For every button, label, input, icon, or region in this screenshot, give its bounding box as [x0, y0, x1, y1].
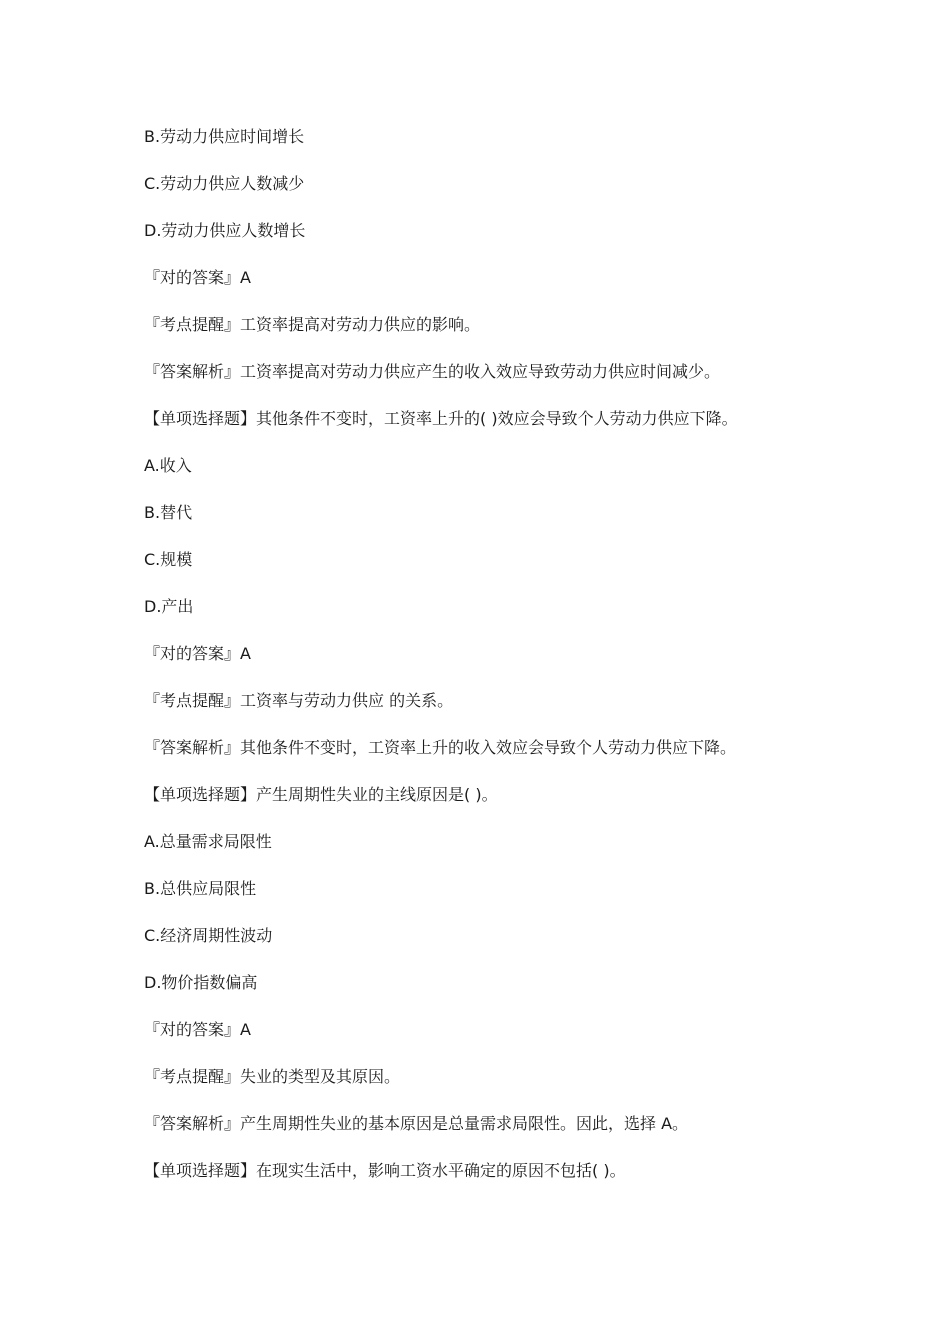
- option-b: B.总供应局限性: [144, 879, 257, 898]
- key-point: 『考点提醒』工资率与劳动力供应 的关系。: [144, 691, 454, 710]
- option-b: B.替代: [144, 503, 193, 522]
- option-d: D.劳动力供应人数增长: [144, 221, 306, 240]
- option-a: A.收入: [144, 456, 192, 475]
- answer-explanation: 『答案解析』工资率提高对劳动力供应产生的收入效应导致劳动力供应时间减少。: [144, 362, 721, 381]
- question-heading: 【单项选择题】产生周期性失业的主线原因是( )。: [144, 785, 498, 804]
- option-c: C.规模: [144, 550, 193, 569]
- option-b: B.劳动力供应时间增长: [144, 127, 305, 146]
- option-a: A.总量需求局限性: [144, 832, 272, 851]
- correct-answer: 『对的答案』A: [144, 644, 251, 663]
- question-heading: 【单项选择题】在现实生活中，影响工资水平确定的原因不包括( )。: [144, 1161, 626, 1180]
- document-body: [144, 124, 864, 1205]
- option-c: C.劳动力供应人数减少: [144, 174, 305, 193]
- key-point: 『考点提醒』失业的类型及其原因。: [144, 1067, 401, 1086]
- option-c: C.经济周期性波动: [144, 926, 273, 945]
- option-d: D.产出: [144, 597, 194, 616]
- correct-answer: 『对的答案』A: [144, 1020, 251, 1039]
- option-d: D.物价指数偏高: [144, 973, 258, 992]
- correct-answer: 『对的答案』A: [144, 268, 251, 287]
- question-heading: 【单项选择题】其他条件不变时，工资率上升的( )效应会导致个人劳动力供应下降。: [144, 409, 738, 428]
- answer-explanation: 『答案解析』产生周期性失业的基本原因是总量需求局限性。因此，选择 A。: [144, 1114, 689, 1133]
- key-point: 『考点提醒』工资率提高对劳动力供应的影响。: [144, 315, 481, 334]
- answer-explanation: 『答案解析』其他条件不变时，工资率上升的收入效应会导致个人劳动力供应下降。: [144, 738, 737, 757]
